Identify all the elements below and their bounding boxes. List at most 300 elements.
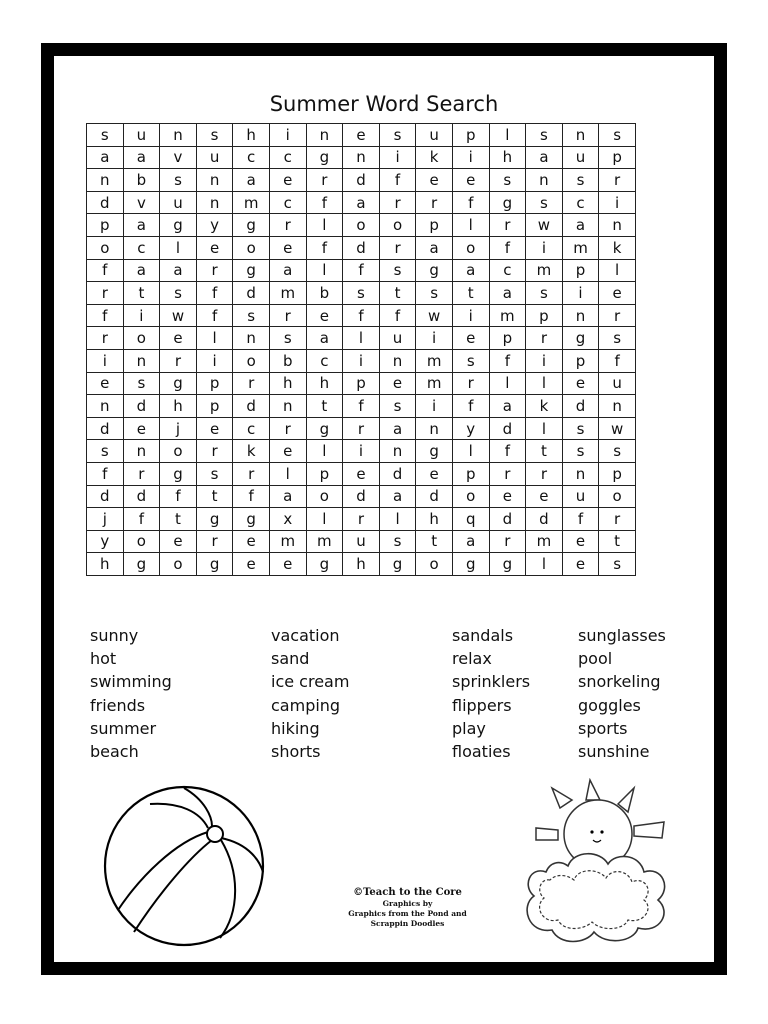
grid-cell: v [160, 146, 197, 169]
grid-row [87, 259, 636, 282]
grid-cell: a [526, 146, 563, 169]
grid-cell: g [489, 553, 526, 576]
grid-cell: w [160, 304, 197, 327]
grid-cell: g [233, 508, 270, 531]
grid-cell: g [489, 191, 526, 214]
word-list-item: friends [90, 695, 146, 715]
grid-cell: t [160, 508, 197, 531]
grid-cell: p [526, 304, 563, 327]
grid-cell: f [160, 485, 197, 508]
grid-cell: o [87, 236, 124, 259]
grid-cell: j [160, 417, 197, 440]
grid-cell: r [233, 462, 270, 485]
grid-cell: e [452, 327, 489, 350]
grid-cell: r [306, 169, 343, 192]
word-list-column-3 [452, 624, 530, 763]
grid-cell: f [599, 349, 636, 372]
word-list-item: camping [271, 695, 341, 715]
grid-cell: c [233, 146, 270, 169]
grid-cell: i [123, 304, 160, 327]
grid-cell: f [379, 304, 416, 327]
grid-cell: g [233, 259, 270, 282]
grid-cell: i [526, 236, 563, 259]
grid-cell: a [489, 395, 526, 418]
grid-cell: t [599, 530, 636, 553]
grid-cell: f [489, 440, 526, 463]
grid-cell: k [233, 440, 270, 463]
grid-cell: s [379, 530, 416, 553]
grid-row [87, 417, 636, 440]
grid-row [87, 214, 636, 237]
grid-cell: n [599, 214, 636, 237]
grid-cell: r [343, 417, 380, 440]
grid-cell: f [87, 462, 124, 485]
grid-cell: d [343, 485, 380, 508]
word-list-item: sandals [452, 626, 514, 645]
grid-cell: t [416, 530, 453, 553]
grid-cell: s [599, 327, 636, 350]
word-list-item: hiking [271, 718, 320, 738]
grid-cell: s [160, 169, 197, 192]
grid-cell: a [343, 191, 380, 214]
grid-cell: f [452, 395, 489, 418]
grid-cell: l [489, 372, 526, 395]
word-search-grid [86, 123, 636, 576]
grid-cell: o [123, 327, 160, 350]
word-list-item: play [452, 718, 486, 738]
grid-row [87, 553, 636, 576]
grid-cell: g [416, 440, 453, 463]
grid-cell: e [526, 485, 563, 508]
grid-cell: l [306, 508, 343, 531]
grid-cell: l [526, 417, 563, 440]
grid-cell: p [489, 327, 526, 350]
copyright-credit [330, 888, 485, 929]
grid-cell: e [196, 417, 233, 440]
grid-cell: l [306, 259, 343, 282]
grid-cell: u [599, 372, 636, 395]
grid-cell: j [87, 508, 124, 531]
grid-cell: f [379, 169, 416, 192]
word-list-item: beach [90, 742, 139, 762]
grid-cell: a [123, 214, 160, 237]
grid-cell: e [343, 124, 380, 147]
grid-cell: m [233, 191, 270, 214]
grid-cell: c [489, 259, 526, 282]
grid-cell: c [562, 191, 599, 214]
grid-cell: g [160, 372, 197, 395]
word-list-item: pool [578, 649, 613, 669]
grid-cell: s [379, 259, 416, 282]
grid-cell: i [196, 349, 233, 372]
grid-cell: c [233, 417, 270, 440]
grid-cell: e [233, 530, 270, 553]
grid-cell: i [562, 282, 599, 305]
word-list-item: floaties [452, 742, 511, 762]
grid-cell: f [306, 236, 343, 259]
grid-cell: e [269, 169, 306, 192]
grid-cell: t [379, 282, 416, 305]
grid-cell: a [452, 259, 489, 282]
grid-cell: n [123, 349, 160, 372]
grid-cell: e [123, 417, 160, 440]
grid-cell: e [269, 440, 306, 463]
grid-cell: n [269, 395, 306, 418]
grid-cell: h [160, 395, 197, 418]
grid-cell: e [233, 553, 270, 576]
grid-cell: n [343, 146, 380, 169]
grid-cell: s [196, 124, 233, 147]
grid-cell: i [416, 327, 453, 350]
grid-row [87, 124, 636, 147]
grid-cell: h [269, 372, 306, 395]
grid-cell: d [526, 508, 563, 531]
word-list-item: sunshine [578, 742, 650, 762]
grid-cell: s [599, 553, 636, 576]
grid-cell: e [196, 236, 233, 259]
grid-cell: i [452, 146, 489, 169]
grid-cell: a [379, 417, 416, 440]
grid-cell: i [526, 349, 563, 372]
grid-cell: o [599, 485, 636, 508]
grid-cell: g [379, 553, 416, 576]
grid-cell: l [489, 124, 526, 147]
word-list-item: swimming [90, 672, 172, 692]
grid-cell: a [123, 259, 160, 282]
grid-cell: e [269, 236, 306, 259]
beach-ball-icon [100, 782, 270, 952]
grid-cell: m [562, 236, 599, 259]
grid-cell: m [306, 530, 343, 553]
grid-cell: m [489, 304, 526, 327]
grid-cell: k [416, 146, 453, 169]
grid-cell: h [343, 553, 380, 576]
grid-cell: r [123, 462, 160, 485]
grid-cell: d [87, 485, 124, 508]
grid-cell: n [562, 462, 599, 485]
grid-cell: t [526, 440, 563, 463]
grid-cell: s [599, 440, 636, 463]
grid-cell: r [196, 259, 233, 282]
grid-cell: m [416, 372, 453, 395]
grid-row [87, 440, 636, 463]
grid-cell: o [160, 553, 197, 576]
grid-cell: e [306, 304, 343, 327]
grid-cell: p [306, 462, 343, 485]
grid-cell: i [343, 440, 380, 463]
grid-cell: d [233, 282, 270, 305]
grid-cell: l [343, 327, 380, 350]
grid-cell: h [233, 124, 270, 147]
word-list-column-2 [271, 624, 349, 763]
grid-cell: f [196, 304, 233, 327]
word-list-item: goggles [578, 695, 641, 715]
word-list-column-1 [90, 624, 172, 763]
grid-cell: r [379, 191, 416, 214]
grid-row [87, 485, 636, 508]
grid-cell: e [87, 372, 124, 395]
grid-cell: h [489, 146, 526, 169]
grid-cell: s [416, 282, 453, 305]
grid-cell: a [416, 236, 453, 259]
grid-cell: o [123, 530, 160, 553]
grid-cell: e [562, 530, 599, 553]
credit-line: Graphics by [382, 899, 433, 908]
grid-cell: g [123, 553, 160, 576]
grid-cell: a [452, 530, 489, 553]
grid-cell: n [196, 191, 233, 214]
grid-cell: a [379, 485, 416, 508]
grid-cell: k [526, 395, 563, 418]
grid-cell: s [562, 169, 599, 192]
grid-cell: s [452, 349, 489, 372]
grid-cell: g [452, 553, 489, 576]
grid-cell: c [306, 349, 343, 372]
word-list-item: flippers [452, 695, 512, 715]
grid-cell: p [599, 146, 636, 169]
grid-cell: a [489, 282, 526, 305]
grid-cell: n [123, 440, 160, 463]
grid-cell: a [269, 485, 306, 508]
grid-cell: i [416, 395, 453, 418]
word-list-item: vacation [271, 626, 340, 645]
grid-cell: l [269, 462, 306, 485]
grid-cell: v [123, 191, 160, 214]
grid-row [87, 327, 636, 350]
grid-cell: d [87, 417, 124, 440]
grid-cell: g [306, 417, 343, 440]
grid-cell: t [306, 395, 343, 418]
grid-cell: o [233, 349, 270, 372]
grid-cell: c [269, 146, 306, 169]
grid-cell: t [123, 282, 160, 305]
grid-cell: s [599, 124, 636, 147]
grid-cell: r [196, 530, 233, 553]
grid-cell: n [306, 124, 343, 147]
grid-cell: s [562, 440, 599, 463]
grid-cell: l [196, 327, 233, 350]
word-list-column-4 [578, 624, 666, 763]
grid-cell: y [452, 417, 489, 440]
grid-cell: d [343, 169, 380, 192]
grid-cell: h [306, 372, 343, 395]
grid-cell: r [489, 462, 526, 485]
grid-row [87, 282, 636, 305]
grid-cell: q [452, 508, 489, 531]
grid-cell: g [196, 553, 233, 576]
grid-cell: u [160, 191, 197, 214]
grid-cell: u [416, 124, 453, 147]
grid-row [87, 530, 636, 553]
grid-cell: e [160, 327, 197, 350]
grid-cell: a [123, 146, 160, 169]
grid-cell: g [160, 462, 197, 485]
grid-cell: a [306, 327, 343, 350]
grid-cell: r [599, 304, 636, 327]
grid-cell: r [233, 372, 270, 395]
grid-cell: l [452, 440, 489, 463]
grid-row [87, 304, 636, 327]
grid-cell: y [87, 530, 124, 553]
grid-cell: n [416, 417, 453, 440]
grid-cell: n [562, 304, 599, 327]
grid-cell: s [489, 169, 526, 192]
grid-cell: x [269, 508, 306, 531]
word-list-item: sunny [90, 626, 139, 645]
grid-cell: o [343, 214, 380, 237]
grid-cell: d [343, 236, 380, 259]
grid-cell: e [562, 372, 599, 395]
grid-cell: l [306, 440, 343, 463]
grid-cell: n [87, 169, 124, 192]
grid-cell: n [562, 124, 599, 147]
grid-cell: s [160, 282, 197, 305]
grid-cell: w [599, 417, 636, 440]
grid-cell: o [416, 553, 453, 576]
grid-cell: p [87, 214, 124, 237]
grid-cell: r [269, 304, 306, 327]
grid-cell: p [343, 372, 380, 395]
grid-cell: s [562, 417, 599, 440]
grid-cell: s [526, 124, 563, 147]
grid-cell: s [343, 282, 380, 305]
grid-cell: e [160, 530, 197, 553]
grid-cell: r [489, 530, 526, 553]
grid-cell: e [269, 553, 306, 576]
grid-cell: f [87, 259, 124, 282]
grid-cell: g [306, 553, 343, 576]
grid-cell: u [562, 146, 599, 169]
grid-cell: w [416, 304, 453, 327]
grid-cell: p [562, 349, 599, 372]
grid-cell: n [233, 327, 270, 350]
grid-cell: r [160, 349, 197, 372]
grid-cell: f [196, 282, 233, 305]
grid-cell: p [416, 214, 453, 237]
grid-cell: i [452, 304, 489, 327]
grid-cell: s [196, 462, 233, 485]
grid-cell: o [233, 236, 270, 259]
grid-cell: l [526, 372, 563, 395]
grid-cell: n [160, 124, 197, 147]
smiling-sun-cloud-icon [516, 778, 676, 950]
word-list-item: snorkeling [578, 672, 661, 692]
grid-cell: s [526, 282, 563, 305]
grid-row [87, 169, 636, 192]
grid-cell: e [379, 372, 416, 395]
grid-cell: c [269, 191, 306, 214]
grid-cell: u [196, 146, 233, 169]
grid-cell: l [379, 508, 416, 531]
grid-row [87, 191, 636, 214]
word-list-item: summer [90, 718, 157, 738]
grid-cell: t [452, 282, 489, 305]
credit-main: ©Teach to the Core [353, 887, 462, 898]
grid-cell: r [599, 169, 636, 192]
grid-cell: u [343, 530, 380, 553]
grid-cell: f [452, 191, 489, 214]
grid-cell: b [269, 349, 306, 372]
grid-cell: r [196, 440, 233, 463]
grid-cell: s [379, 124, 416, 147]
grid-cell: e [416, 462, 453, 485]
grid-cell: o [306, 485, 343, 508]
grid-cell: n [379, 349, 416, 372]
grid-cell: o [160, 440, 197, 463]
grid-cell: f [123, 508, 160, 531]
grid-cell: d [562, 395, 599, 418]
grid-cell: i [379, 146, 416, 169]
grid-cell: b [306, 282, 343, 305]
grid-cell: e [416, 169, 453, 192]
grid-cell: r [379, 236, 416, 259]
grid-cell: i [599, 191, 636, 214]
grid-cell: g [160, 214, 197, 237]
grid-cell: s [269, 327, 306, 350]
grid-row [87, 508, 636, 531]
grid-cell: s [123, 372, 160, 395]
grid-cell: d [87, 191, 124, 214]
word-list-item: hot [90, 649, 117, 669]
grid-cell: i [87, 349, 124, 372]
grid-cell: s [87, 124, 124, 147]
grid-cell: o [452, 236, 489, 259]
grid-cell: h [416, 508, 453, 531]
grid-cell: l [452, 214, 489, 237]
grid-cell: f [489, 236, 526, 259]
grid-cell: m [269, 282, 306, 305]
grid-cell: m [526, 530, 563, 553]
grid-cell: s [526, 191, 563, 214]
grid-cell: u [123, 124, 160, 147]
grid-cell: p [562, 259, 599, 282]
grid-cell: e [599, 282, 636, 305]
credit-line: Scrappin Doodles [370, 919, 445, 928]
grid-row [87, 236, 636, 259]
grid-cell: r [269, 417, 306, 440]
grid-cell: r [599, 508, 636, 531]
grid-cell: r [526, 462, 563, 485]
grid-cell: f [306, 191, 343, 214]
grid-cell: r [87, 327, 124, 350]
grid-cell: r [343, 508, 380, 531]
grid-cell: u [562, 485, 599, 508]
grid-cell: p [196, 395, 233, 418]
grid-cell: s [379, 395, 416, 418]
grid-row [87, 146, 636, 169]
grid-cell: d [416, 485, 453, 508]
grid-cell: p [599, 462, 636, 485]
grid-cell: d [123, 485, 160, 508]
grid-row [87, 395, 636, 418]
grid-cell: b [123, 169, 160, 192]
grid-cell: f [87, 304, 124, 327]
grid-cell: l [526, 553, 563, 576]
grid-cell: f [343, 304, 380, 327]
credit-line: Graphics from the Pond and [348, 909, 467, 918]
grid-cell: l [306, 214, 343, 237]
grid-cell: p [196, 372, 233, 395]
grid-cell: f [343, 395, 380, 418]
grid-cell: o [452, 485, 489, 508]
grid-cell: l [160, 236, 197, 259]
grid-cell: g [233, 214, 270, 237]
grid-cell: a [160, 259, 197, 282]
grid-cell: m [526, 259, 563, 282]
grid-cell: h [87, 553, 124, 576]
grid-cell: f [233, 485, 270, 508]
page-title: Summer Word Search [269, 92, 499, 116]
